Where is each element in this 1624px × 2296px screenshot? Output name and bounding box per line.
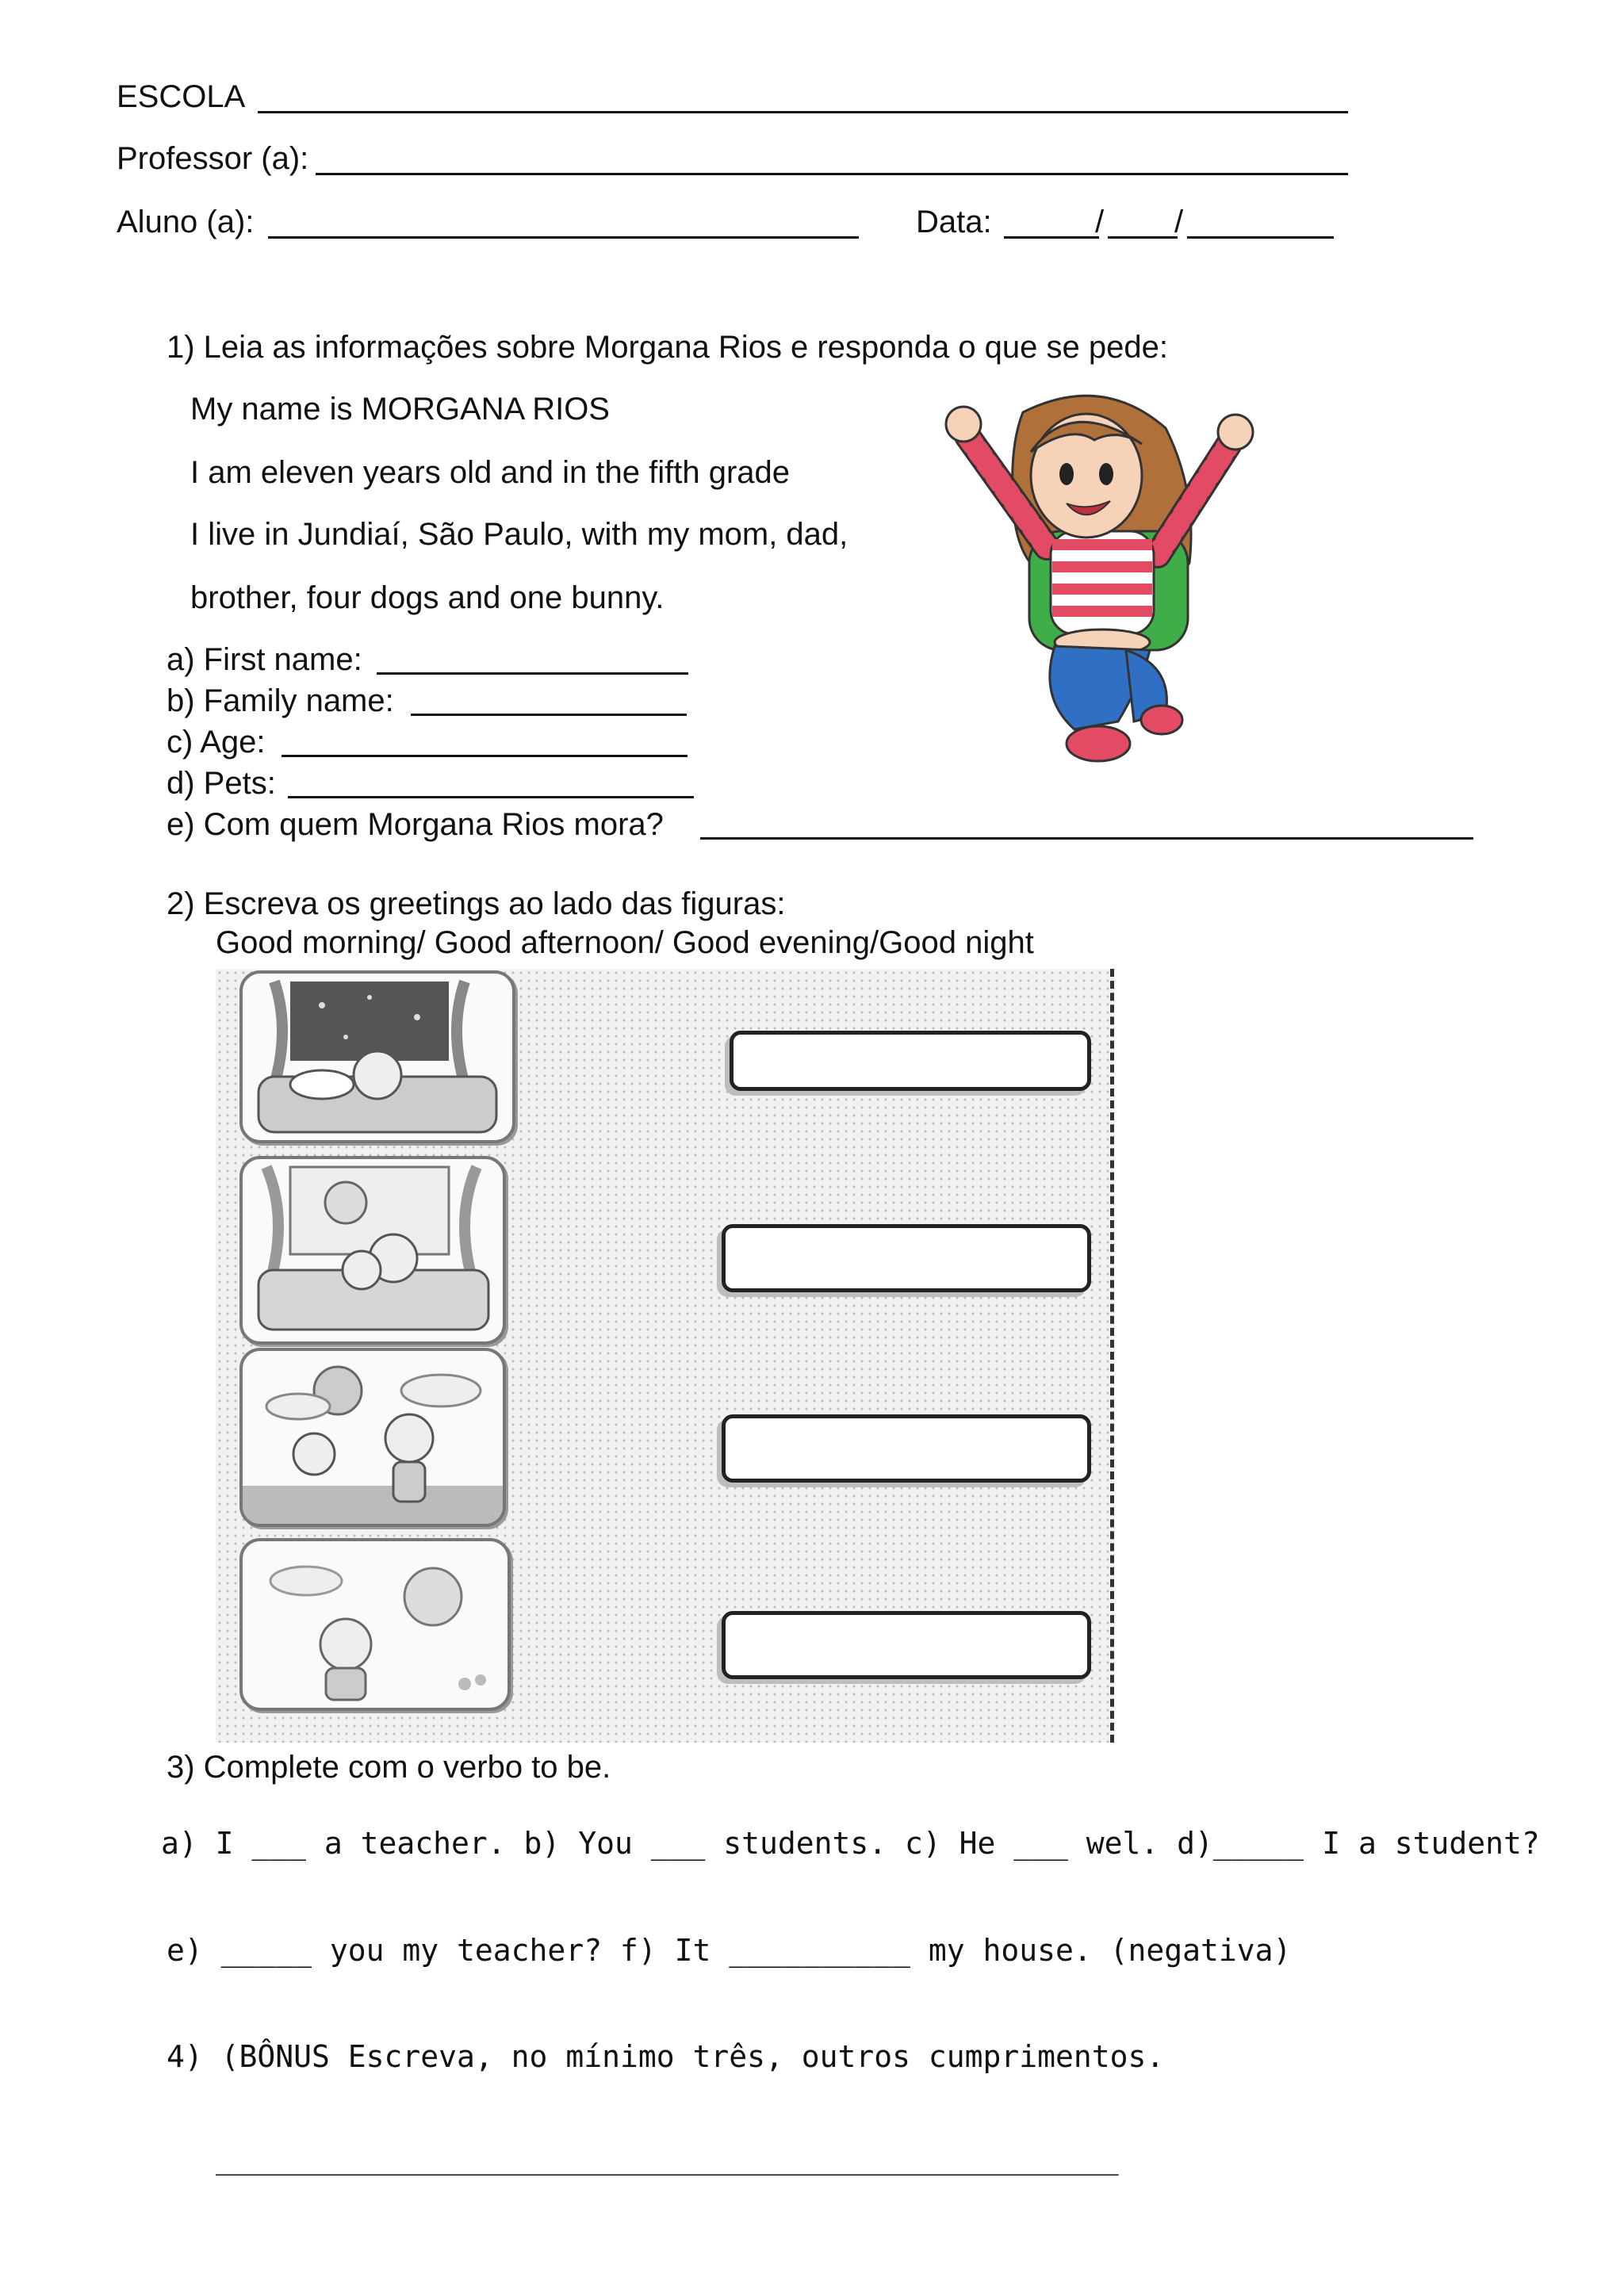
q3-row-1: a) I ___ a teacher. b) You ___ students. c) He ___ wel. d)_____ I a student? — [161, 1826, 1540, 1861]
date-year-field[interactable] — [1187, 236, 1334, 239]
age-field[interactable] — [282, 755, 688, 757]
q1-text-line: I live in Jundiaí, São Paulo, with my mom, dad, — [190, 517, 848, 552]
evening-outdoor-picture — [239, 1538, 511, 1711]
greeting-answer-box-2[interactable] — [722, 1224, 1091, 1292]
q2-prompt: 2) Escreva os greetings ao lado das figuras: — [167, 886, 786, 921]
q1-text-line: My name is MORGANA RIOS — [190, 392, 610, 427]
q1-item-pets: d) Pets: — [167, 766, 276, 801]
q2-greeting-options: Good morning/ Good afternoon/ Good evening/Good night — [216, 925, 1034, 960]
q1-text-line: brother, four dogs and one bunny. — [190, 580, 665, 615]
student-label: Aluno (a): — [117, 205, 255, 239]
pets-field[interactable] — [288, 796, 694, 798]
greeting-answer-box-1[interactable] — [730, 1031, 1091, 1091]
q4-prompt: 4) (BÔNUS Escreva, no mínimo três, outros cumprimentos. — [167, 2039, 1165, 2074]
greetings-panel — [216, 969, 1114, 1743]
date-separator: / — [1174, 205, 1184, 239]
q3-row-2: e) _____ you my teacher? f) It __________ my house. (negativa) — [167, 1933, 1292, 1968]
q1-prompt: 1) Leia as informações sobre Morgana Rios e responda o que se pede: — [167, 330, 1168, 365]
first-name-field[interactable] — [377, 672, 688, 675]
date-label: Data: — [916, 205, 992, 239]
night-bedroom-picture — [239, 970, 515, 1143]
greeting-answer-box-3[interactable] — [722, 1414, 1091, 1483]
teacher-field[interactable] — [316, 173, 1348, 175]
school-label: ESCOLA — [117, 79, 246, 114]
girl-illustration — [936, 381, 1269, 777]
q4-answer-line[interactable]: ____________________________________________________ — [216, 2141, 1118, 2175]
school-field[interactable] — [258, 111, 1348, 113]
q1-item-first-name: a) First name: — [167, 642, 362, 677]
q1-text-line: I am eleven years old and in the fifth grade — [190, 455, 791, 490]
family-name-field[interactable] — [411, 714, 687, 716]
q1-item-family-name: b) Family name: — [167, 683, 394, 718]
student-field[interactable] — [268, 236, 859, 239]
lives-with-field[interactable] — [700, 837, 1473, 840]
teacher-label: Professor (a): — [117, 141, 309, 176]
date-day-field[interactable] — [1004, 236, 1099, 239]
q1-item-lives-with: e) Com quem Morgana Rios mora? — [167, 807, 664, 842]
q1-item-age: c) Age: — [167, 725, 266, 760]
q3-prompt: 3) Complete com o verbo to be. — [167, 1750, 611, 1785]
date-separator: / — [1095, 205, 1105, 239]
greeting-answer-box-4[interactable] — [722, 1611, 1091, 1679]
date-month-field[interactable] — [1108, 236, 1178, 239]
afternoon-outdoor-picture — [239, 1348, 506, 1527]
morning-bedroom-picture — [239, 1156, 506, 1345]
